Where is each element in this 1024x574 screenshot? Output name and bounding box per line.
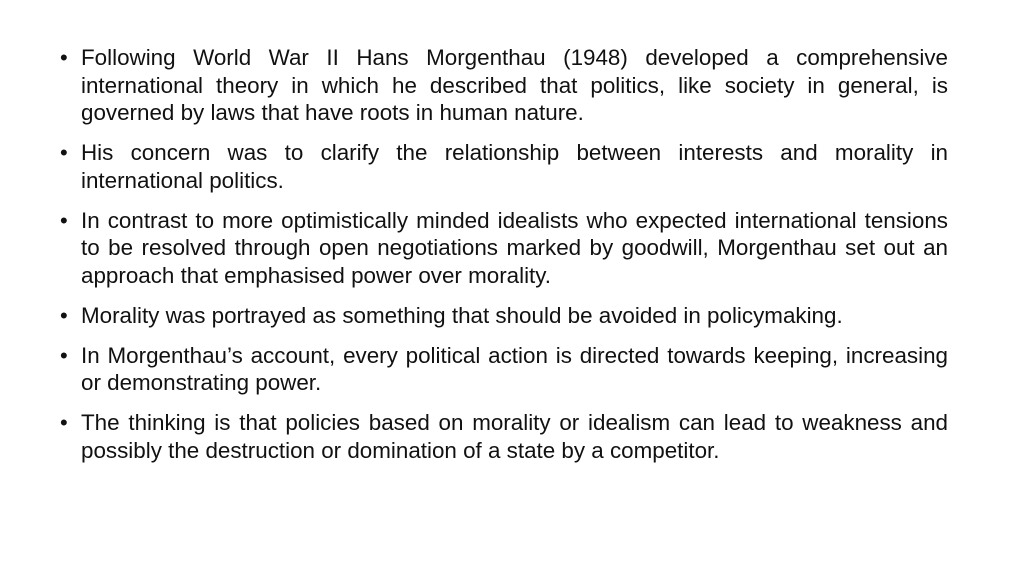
bullet-text: In Morgenthau’s account, every political action is directed towards keeping, increasing or demonstrating power. <box>81 342 948 395</box>
bullet-item <box>60 342 948 397</box>
bullet-icon: • <box>60 410 68 435</box>
bullet-icon: • <box>60 140 68 165</box>
bullet-icon: • <box>60 207 68 233</box>
bullet-item <box>60 302 948 330</box>
bullet-text: In contrast to more optimistically minded idealists who expected international tensions to be resolved through open negotiations marked by goodwill, Morgenthau set out an approach that emphasised power over morality. <box>81 207 948 288</box>
bullet-text: Morality was portrayed as something that should be avoided in policymaking. <box>81 302 843 328</box>
bullet-text: His concern was to clarify the relationship between interests and morality in international politics. <box>81 140 948 193</box>
bullet-text: Following World War II Hans Morgenthau (1948) developed a comprehensive international theory in which he described that politics, like society in general, is governed by laws that have roots in human nature. <box>81 45 948 125</box>
bullet-item <box>60 409 948 464</box>
bullet-text: The thinking is that policies based on morality or idealism can lead to weakness and possibly the destruction or domination of a state by a competitor. <box>81 410 948 463</box>
bullet-icon: • <box>60 302 68 328</box>
bullet-icon: • <box>60 342 68 368</box>
bullet-item <box>60 139 948 194</box>
bullet-item <box>60 44 948 127</box>
bullet-list <box>60 44 948 477</box>
bullet-icon: • <box>60 45 68 70</box>
bullet-item <box>60 207 948 290</box>
